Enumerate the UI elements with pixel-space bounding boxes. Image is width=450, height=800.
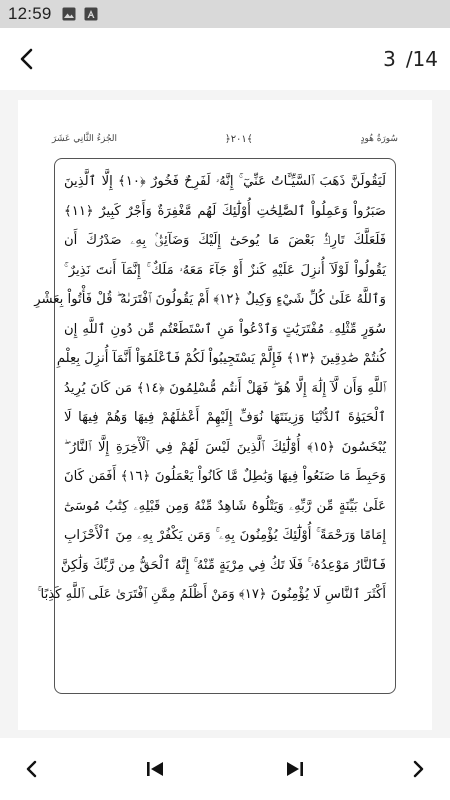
surah-label: سُورَةُ هُودٍ: [360, 134, 398, 144]
skip-next-icon: [286, 760, 304, 778]
app-bar: [0, 28, 450, 90]
verse-line: يَقُولُواْ لَوْلَآ أُنزِلَ عَلَيْهِ كَنزٌ أَوْ جَآءَ مَعَهُۥ مَلَكٌ ۚ إِنَّمَآ أَنتَ نَذِيرٌ ۚ: [64, 262, 386, 278]
verse-line: [64, 669, 386, 699]
page-counter: [383, 47, 438, 71]
verse-line: وَحَبِطَ مَا صَنَعُواْ فِيهَا وَبَٰطِلٌ مَّا كَانُواْ يَعْمَلُونَ ﴿١٦﴾ أَفَمَن كَانَ: [64, 469, 386, 484]
next-page-button[interactable]: [400, 751, 436, 787]
verse-line: [64, 610, 386, 640]
back-button[interactable]: [2, 28, 52, 90]
app-notification-icon: [84, 7, 98, 21]
verse-line: وَٱللَّهُ عَلَىٰ كُلِّ شَيْءٍ وَكِيلٌ ﴿١٢﴾ أَمْ يَقُولُونَ ٱفْتَرَىٰهُ ۖ قُلْ فَأْتُواْ بِعَشْرِ: [34, 292, 386, 307]
chevron-right-icon: [411, 759, 425, 779]
juz-label: الجُزءُ الثَّانِي عَشَرَ: [52, 134, 118, 144]
status-bar: [0, 0, 450, 28]
verse-line: عَلَىٰ بَيِّنَةٍ مِّن رَّبِّهِۦ وَيَتْلُوهُ شَاهِدٌ مِّنْهُ وَمِن قَبْلِهِۦ كِتَٰبُ مُوسَىٰٓ: [64, 498, 386, 514]
image-notification-icon: [62, 7, 76, 21]
verse-line: يُبْخَسُونَ ﴿١٥﴾ أُوْلَٰٓئِكَ ٱلَّذِينَ لَيْسَ لَهُمْ فِي ٱلْأٓخِرَةِ إِلَّا ٱلنَّارُ ۖ: [64, 439, 387, 455]
total-pages: /14: [405, 47, 438, 71]
arrow-left-icon: [18, 47, 36, 71]
quran-text-frame: [34, 158, 396, 694]
verse-line: كُنتُمْ صَٰدِقِينَ ﴿١٣﴾ فَإِلَّمْ يَسْتَجِيبُواْ لَكُمْ فَٱعْلَمُوٓاْ أَنَّمَآ أُنزِلَ بِعِلْمِ: [56, 351, 386, 366]
previous-page-button[interactable]: [14, 751, 50, 787]
verse-line: فَٱلنَّارُ مَوْعِدُهُۥ ۚ فَلَا تَكُ فِي مِرْيَةٍ مِّنْهُ ۚ إِنَّهُ ٱلْحَقُّ مِن رَّبِّكَ وَلَٰكِنَّ: [60, 557, 386, 573]
chevron-left-icon: [25, 759, 39, 779]
verse-line: إِمَامًا وَرَحْمَةً ۚ أُوْلَٰٓئِكَ يُؤْمِنُونَ بِهِۦ ۚ وَمَن يَكْفُرْ بِهِۦ مِنَ ٱلْأَحْزَابِ: [64, 528, 386, 543]
verse-line: صَبَرُواْ وَعَمِلُواْ ٱلصَّٰلِحَٰتِ أُوْلَٰٓئِكَ لَهُم مَّغْفِرَةٌ وَأَجْرٌ كَبِيرٌ ﴿١١﴾: [64, 203, 386, 219]
verse-line: ٱلْحَيَوٰةَ ٱلدُّنْيَا وَزِينَتَهَا نُوَفِّ إِلَيْهِمْ أَعْمَٰلَهُمْ فِيهَا وَهُمْ فِيهَا لَا: [64, 410, 386, 425]
page-number: ﴿٢٠١﴾: [224, 133, 253, 145]
last-page-button[interactable]: [277, 751, 313, 787]
current-page: 3: [383, 47, 396, 71]
bottom-navigation: [0, 738, 450, 800]
verse-line: لَيَقُولَنَّ ذَهَبَ ٱلسَّيِّـَٔاتُ عَنِّيٓ ۚ إِنَّهُۥ لَفَرِحٌ فَخُورٌ ﴿١٠﴾ إِلَّا ٱلَّذِينَ: [64, 174, 386, 189]
skip-previous-icon: [146, 760, 164, 778]
status-time: 12:59: [8, 4, 52, 23]
verse-line: سُوَرٍ مِّثْلِهِۦ مُفْتَرَيَٰتٍ وَٱدْعُواْ مَنِ ٱسْتَطَعْتُم مِّن دُونِ ٱللَّهِ إِن: [64, 321, 386, 337]
first-page-button[interactable]: [137, 751, 173, 787]
verse-line: فَلَعَلَّكَ تَارِكُۢ بَعْضَ مَا يُوحَىٰٓ إِلَيْكَ وَضَآئِقُۢ بِهِۦ صَدْرُكَ أَن: [64, 233, 386, 248]
verse-line: ٱللَّهِ وَأَن لَّآ إِلَٰهَ إِلَّا هُوَ ۖ فَهَلْ أَنتُم مُّسْلِمُونَ ﴿١٤﴾ مَن كَانَ يُرِيدُ: [64, 380, 386, 396]
verse-line: أَكْثَرَ ٱلنَّاسِ لَا يُؤْمِنُونَ ﴿١٧﴾ وَمَنْ أَظْلَمُ مِمَّنِ ٱفْتَرَىٰ عَلَى ٱللَّهِ كَذِبًا ۚ: [37, 587, 386, 602]
page-header: [52, 130, 398, 148]
verse-line: [64, 639, 386, 669]
